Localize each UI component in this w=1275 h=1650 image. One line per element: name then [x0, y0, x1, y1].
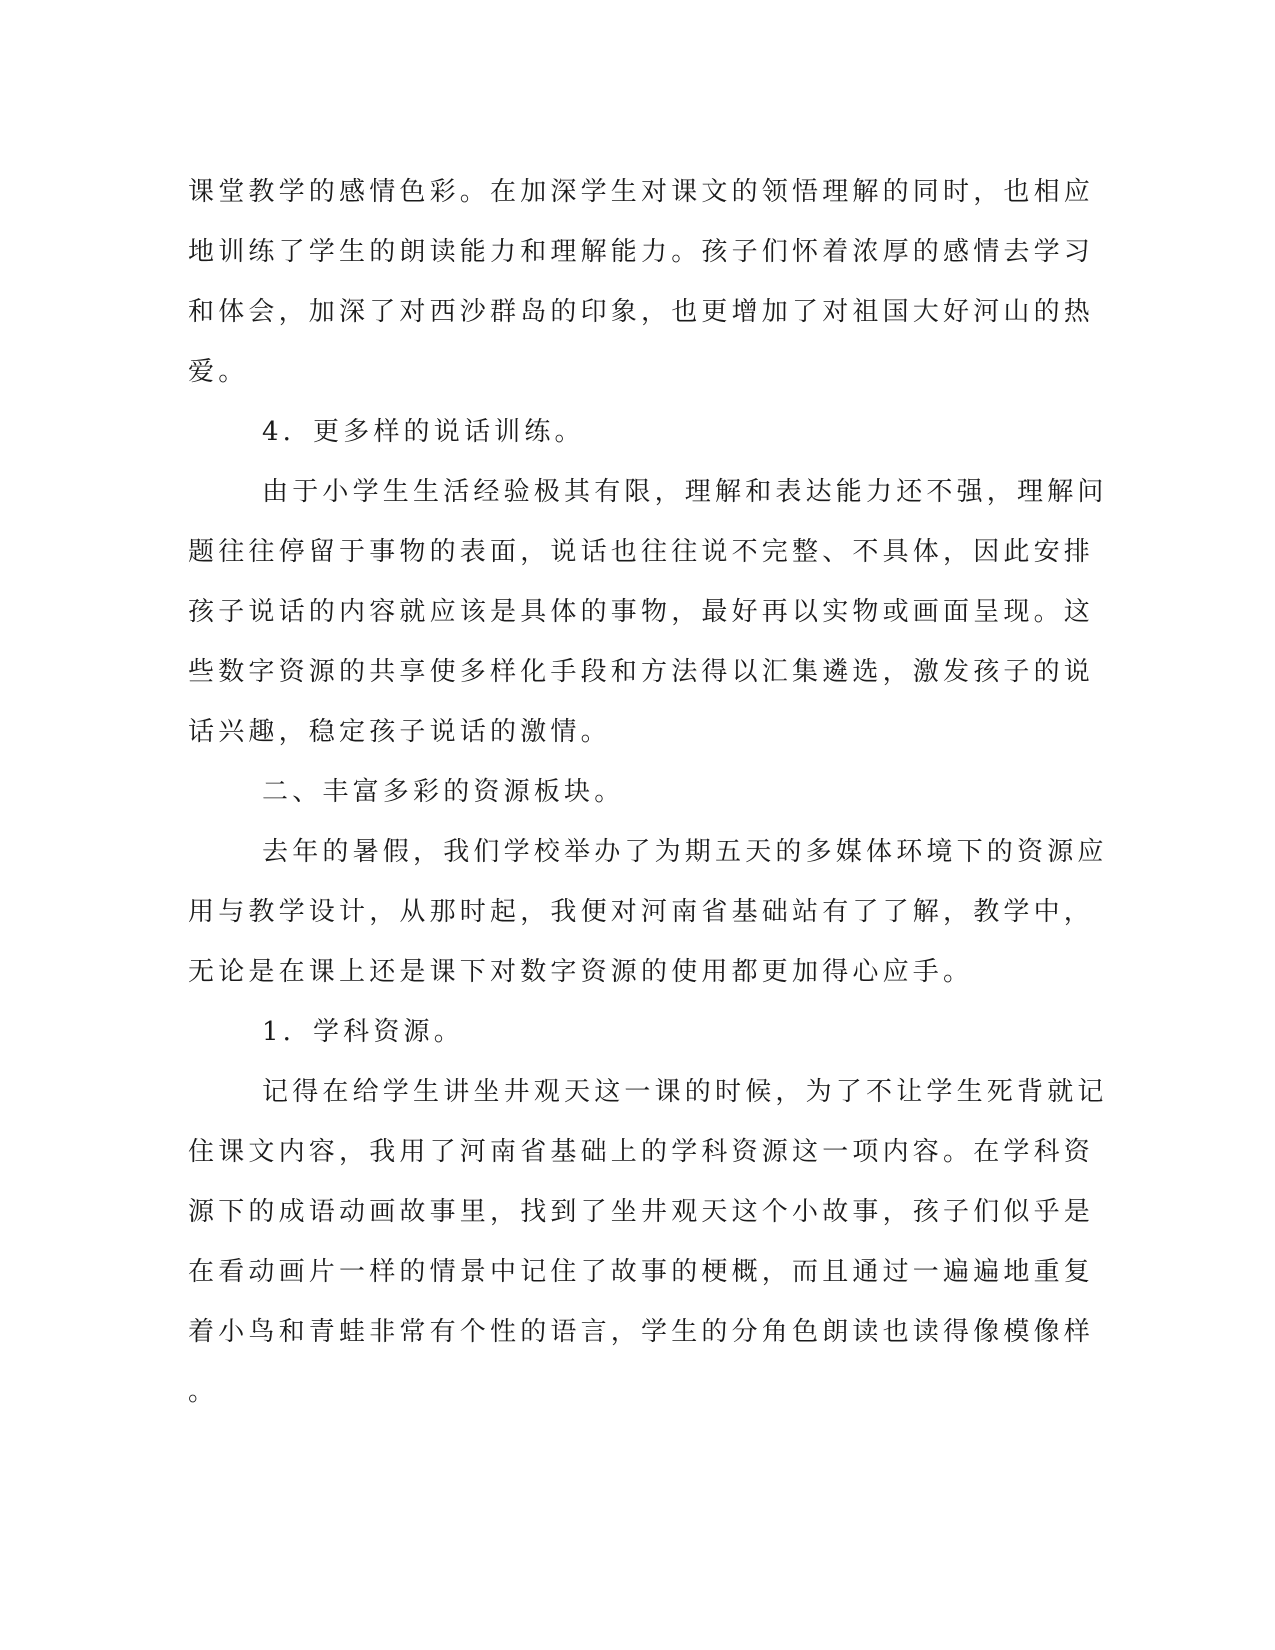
- body-text: [188, 162, 1108, 1422]
- text-line: 无论是在课上还是课下对数字资源的使用都更加得心应手。: [188, 957, 974, 987]
- text-line: 住课文内容，我用了河南省基础上的学科资源这一项内容。在学科资: [188, 1137, 1095, 1167]
- text-line: 和体会，加深了对西沙群岛的印象，也更增加了对祖国大好河山的热: [188, 297, 1095, 327]
- text-line: 孩子说话的内容就应该是具体的事物，最好再以实物或画面呈现。这: [188, 597, 1095, 627]
- text-line: 。: [188, 1377, 219, 1407]
- text-line: 话兴趣，稳定孩子说话的激情。: [188, 717, 611, 747]
- section-heading: 1．学科资源。: [262, 1017, 464, 1047]
- text-line: 课堂教学的感情色彩。在加深学生对课文的领悟理解的同时，也相应: [188, 177, 1095, 207]
- text-line: 记得在给学生讲坐井观天这一课的时候，为了不让学生死背就记: [262, 1077, 1108, 1107]
- text-line: 题往往停留于事物的表面，说话也往往说不完整、不具体，因此安排: [188, 537, 1095, 567]
- text-line: 些数字资源的共享使多样化手段和方法得以汇集遴选，激发孩子的说: [188, 657, 1095, 687]
- text-line: 地训练了学生的朗读能力和理解能力。孩子们怀着浓厚的感情去学习: [188, 237, 1095, 267]
- text-line: 去年的暑假，我们学校举办了为期五天的多媒体环境下的资源应: [262, 837, 1108, 867]
- text-line: 在看动画片一样的情景中记住了故事的梗概，而且通过一遍遍地重复: [188, 1257, 1095, 1287]
- text-line: 爱。: [188, 357, 249, 387]
- text-line: 着小鸟和青蛙非常有个性的语言，学生的分角色朗读也读得像模像样: [188, 1317, 1095, 1347]
- section-heading: 二、丰富多彩的资源板块。: [262, 777, 625, 807]
- text-line: 源下的成语动画故事里，找到了坐井观天这个小故事，孩子们似乎是: [188, 1197, 1095, 1227]
- text-line: 由于小学生生活经验极其有限，理解和表达能力还不强，理解问: [262, 477, 1108, 507]
- section-heading: 4．更多样的说话训练。: [262, 417, 585, 447]
- text-line: 用与教学设计，从那时起，我便对河南省基础站有了了解，教学中，: [188, 897, 1095, 927]
